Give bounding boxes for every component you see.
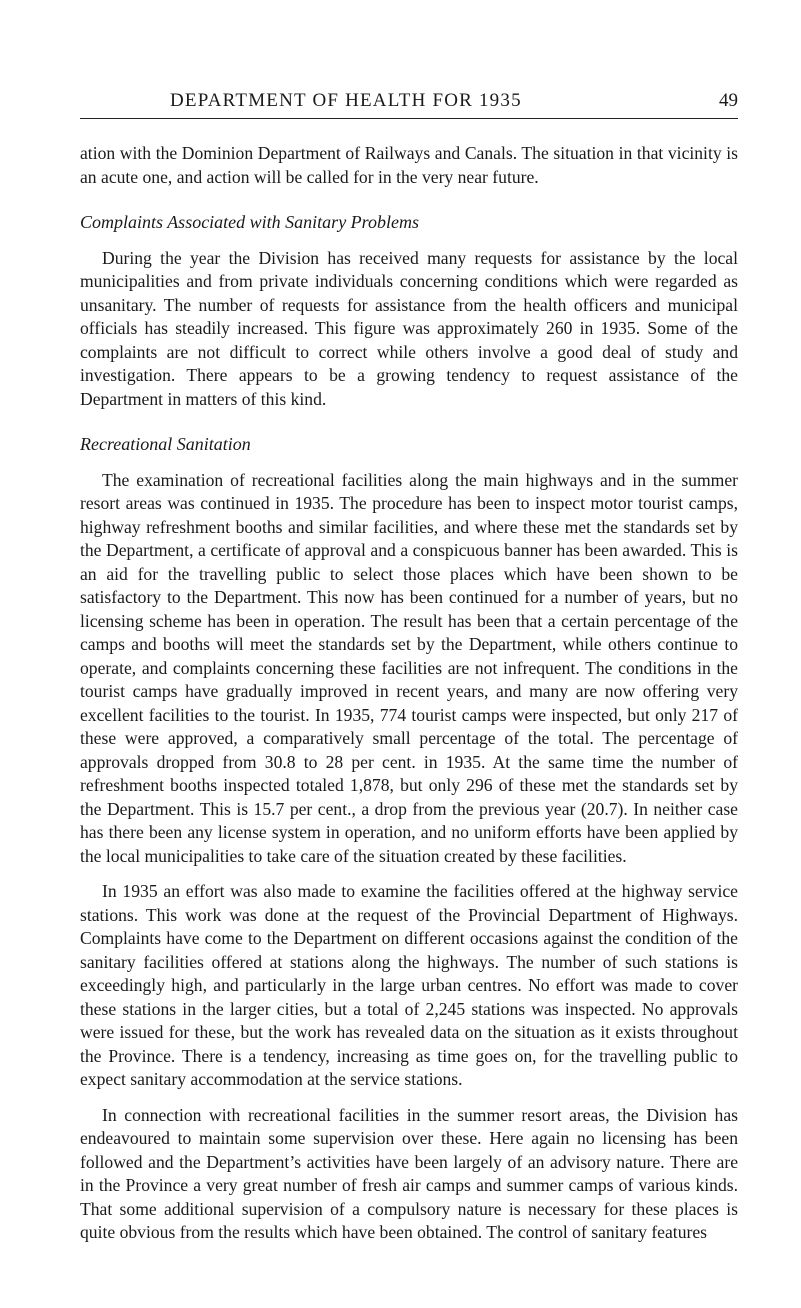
- paragraph-service-stations: In 1935 an effort was also made to examine the facilities offered at the highway service stations. This work was done at the request of the Provincial Department of Highways. Complaints have come to the Department on different occasions against the condition of the sanitary facilities offered at stations along the highways. The number of such stations is exceedingly high, and particularly in the large urban centres. No effort was made to cover these stations in the larger cities, but a total of 2,245 stations was inspected. No approvals were issued for these, but the work has revealed data on the situation as it exists throughout the Province. There is a tendency, increasing as time goes on, for the travelling public to expect sanitary accommodation at the service stations.: [80, 881, 738, 1089]
- paragraph-summer-resorts: In connection with recreational facilities in the summer resort areas, the Division has endeavoured to maintain some supervision over these. Here again no licensing has been followed and the Department’s activities have been largely of an advisory nature. There are in the Province a very great number of fresh air camps and summer camps of various kinds. That some additional supervision of a compulsory nature is necessary for these places is quite obvious from the results which have been obtained. The control of sanitary features: [80, 1104, 738, 1242]
- paragraph-tourist-camps: The examination of recreational facilities along the main highways and in the summer resort areas was continued in 1935. The procedure has been to inspect motor tourist camps, highway refreshment booths and similar facilities, and where these met the standards set by the Department, a certificate of approval and a conspicuous banner has been awarded. This is an aid for the travelling public to select those places which have been shown to be satisfactory to the Department. This now has been continued for a number of years, but no licensing scheme has been in operation. The result has been that a certain percentage of the camps and booths will meet the standards set by the Department, while others continue to operate, and complaints concerning these facilities are not infrequent. The conditions in the tourist camps have gradually improved in recent years, and many are now offering very excellent facilities to the tourist. In 1935, 774 tourist camps were inspected, but only 217 of these were approved, a comparatively small percentage of the total. The percentage of approvals dropped from 30.8 to 28 per cent. in 1935. At the same time the number of refreshment booths inspected totaled 1,878, but only 296 of these met the standards set by the Department. This is 15.7 per cent., a drop from the previous year (20.7). In neither case has there been any license system in operation, and no uniform efforts have been applied by the local municipalities to take care of the situation created by these facilities.: [80, 469, 738, 866]
- section-heading-complaints: Complaints Associated with Sanitary Problems: [80, 212, 420, 232]
- running-header: [80, 88, 738, 119]
- section-heading-recreational-sanitation: Recreational Sanitation: [80, 434, 251, 454]
- running-title: DEPARTMENT OF HEALTH FOR 1935: [170, 90, 522, 111]
- intro-paragraph: ation with the Dominion Department of Railways and Canals. The situation in that vicinity is an acute one, and action will be called for in the very near future.: [80, 143, 738, 187]
- paragraph-complaints: During the year the Division has received many requests for assistance by the local municipalities and from private individuals concerning conditions which were regarded as unsanitary. The number of requests for assistance from the health officers and municipal officials has steadily increased. This figure was approximately 260 in 1935. Some of the complaints are not difficult to correct while others involve a good deal of study and investigation. There appears to be a growing tendency to request assistance of the Department in matters of this kind.: [80, 247, 738, 409]
- body-text: [80, 142, 738, 1245]
- page-number: 49: [719, 90, 738, 111]
